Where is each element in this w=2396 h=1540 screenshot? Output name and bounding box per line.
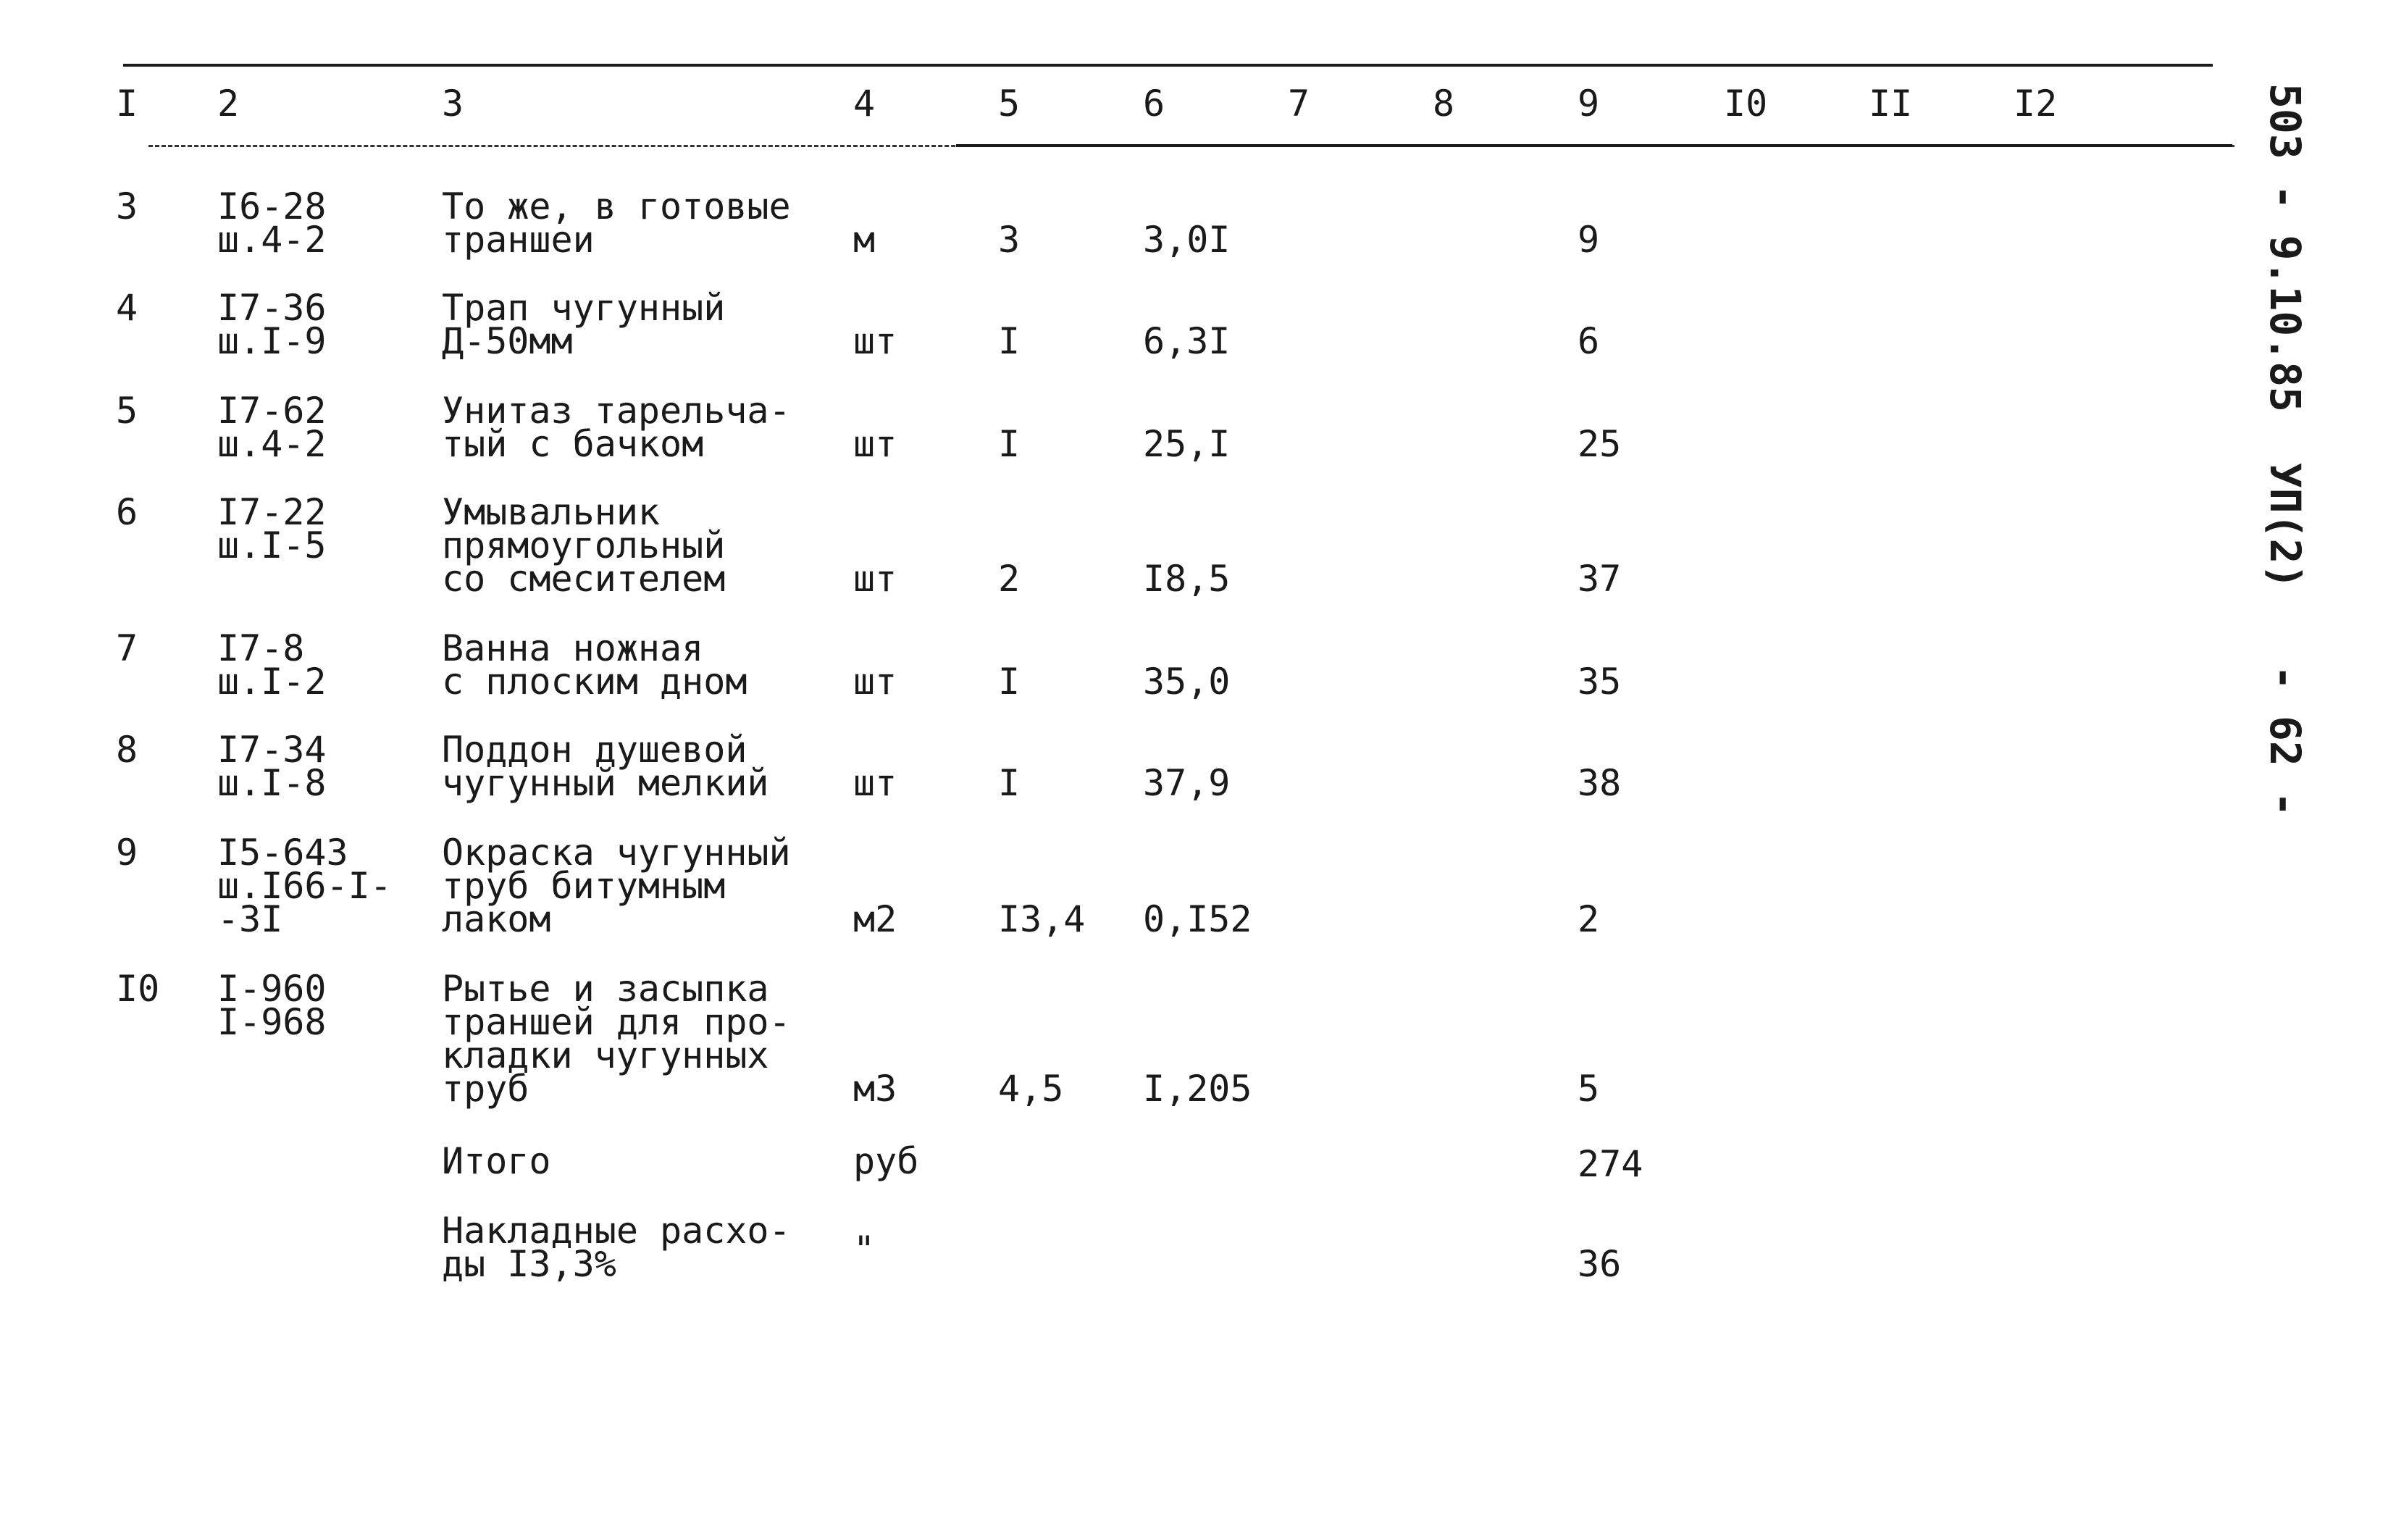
row-number: 7 (116, 627, 138, 669)
summary-total: 274 (1578, 1143, 1643, 1185)
unit-price: 0,I52 (1143, 898, 1252, 940)
unit-price: I8,5 (1143, 558, 1231, 600)
row-number: I0 (116, 968, 160, 1010)
unit: шт (853, 423, 897, 465)
total-cost: 25 (1578, 423, 1622, 465)
unit: шт (853, 320, 897, 362)
column-header-10: I0 (1724, 83, 1768, 125)
unit: м2 (853, 898, 897, 940)
column-header-5: 5 (998, 83, 1021, 125)
work-name: труб битумным (442, 865, 726, 907)
work-name: кладки чугунных (442, 1034, 769, 1076)
summary-label: Накладные расхо- (442, 1210, 791, 1252)
work-name: траншеи (442, 219, 595, 261)
column-header-3: 3 (442, 83, 464, 125)
row-number: 9 (116, 832, 138, 874)
work-name: чугунный мелкий (442, 762, 769, 804)
work-name: Д-50мм (442, 320, 573, 362)
work-name: Окраска чугунный (442, 832, 791, 874)
quantity: 2 (998, 558, 1021, 600)
summary-total: 36 (1578, 1243, 1622, 1285)
row-number: 4 (116, 287, 138, 329)
rate-code: I7-62 (217, 390, 327, 432)
unit: шт (853, 661, 897, 703)
work-name: труб (442, 1068, 529, 1110)
rate-code: -3I (217, 898, 283, 940)
unit-price: 25,I (1143, 423, 1231, 465)
total-cost: 35 (1578, 661, 1622, 703)
work-name: тый с бачком (442, 423, 704, 465)
work-name: Умывальник (442, 491, 661, 533)
side-label (2234, 83, 2321, 817)
rate-code: I-968 (217, 1001, 327, 1043)
quantity: I (998, 762, 1021, 804)
column-header-12: I2 (2014, 83, 2058, 125)
rate-code: ш.4-2 (217, 219, 327, 261)
total-cost: 6 (1578, 320, 1600, 362)
work-name: То же, в готовые (442, 185, 791, 227)
rate-code: ш.I-9 (217, 320, 327, 362)
unit-price: 6,3I (1143, 320, 1231, 362)
work-name: Трап чугунный (442, 287, 726, 329)
summary-unit: " (853, 1229, 876, 1271)
work-name: Ванна ножная (442, 627, 704, 669)
work-name: с плоским дном (442, 661, 747, 703)
work-name: Рытье и засыпка (442, 968, 769, 1010)
rate-code: ш.I-5 (217, 524, 327, 566)
unit-price: 37,9 (1143, 762, 1231, 804)
quantity: I (998, 423, 1021, 465)
work-name: траншей для про- (442, 1001, 791, 1043)
column-header-7: 7 (1288, 83, 1310, 125)
unit-price: I,205 (1143, 1068, 1252, 1110)
unit-price: 35,0 (1143, 661, 1231, 703)
rate-code: I6-28 (217, 185, 327, 227)
quantity: I3,4 (998, 898, 1086, 940)
work-name: со смесителем (442, 558, 726, 600)
summary-label: Итого (442, 1140, 551, 1182)
summary-label: ды I3,3% (442, 1243, 616, 1285)
total-cost: 38 (1578, 762, 1622, 804)
column-header-11: II (1869, 83, 1913, 125)
rate-code: I5-643 (217, 832, 348, 874)
unit: м3 (853, 1068, 897, 1110)
rate-code: I7-8 (217, 627, 305, 669)
work-name: прямоугольный (442, 524, 726, 566)
total-cost: 2 (1578, 898, 1600, 940)
work-name: лаком (442, 898, 551, 940)
document-code: 503 - 9.10.85 УП(2) - 62 - (2261, 83, 2310, 817)
row-number: 8 (116, 729, 138, 771)
column-header-8: 8 (1433, 83, 1455, 125)
total-cost: 9 (1578, 219, 1600, 261)
rate-code: I7-22 (217, 491, 327, 533)
row-number: 3 (116, 185, 138, 227)
rate-code: ш.I66-I- (217, 865, 392, 907)
unit: шт (853, 762, 897, 804)
quantity: 3 (998, 219, 1021, 261)
rate-code: ш.I-8 (217, 762, 327, 804)
quantity: I (998, 661, 1021, 703)
total-cost: 5 (1578, 1068, 1600, 1110)
summary-unit: руб (853, 1140, 919, 1182)
row-number: 5 (116, 390, 138, 432)
top-rule (123, 64, 2213, 67)
rate-code: I7-34 (217, 729, 327, 771)
column-header-9: 9 (1578, 83, 1600, 125)
row-number: 6 (116, 491, 138, 533)
total-cost: 37 (1578, 558, 1622, 600)
quantity: 4,5 (998, 1068, 1064, 1110)
header-rule-solid (956, 144, 2232, 147)
unit-price: 3,0I (1143, 219, 1231, 261)
column-header-2: 2 (217, 83, 240, 125)
work-name: Унитаз тарельча- (442, 390, 791, 432)
rate-code: I-960 (217, 968, 327, 1010)
rate-code: I7-36 (217, 287, 327, 329)
unit: шт (853, 558, 897, 600)
rate-code: ш.4-2 (217, 423, 327, 465)
work-name: Поддон душевой (442, 729, 747, 771)
rate-code: ш.I-2 (217, 661, 327, 703)
column-header-6: 6 (1143, 83, 1165, 125)
column-header-1: I (116, 83, 138, 125)
unit: м (853, 219, 876, 261)
column-header-4: 4 (853, 83, 876, 125)
quantity: I (998, 320, 1021, 362)
